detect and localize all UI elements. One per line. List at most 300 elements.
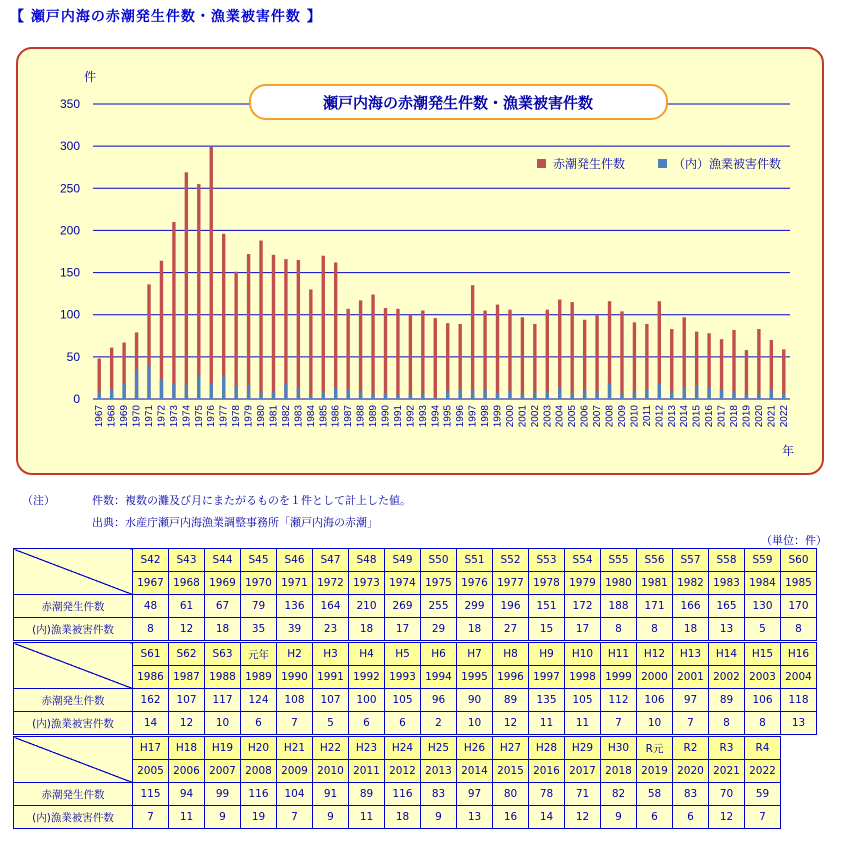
era-cell: H10 [565,643,601,666]
bar-damage [695,386,698,399]
era-cell: H20 [241,737,277,760]
era-cell: S42 [133,549,169,572]
x-tick-label: 1967 [94,405,106,428]
legend-label-red-tide: 赤潮発生件数 [553,157,626,171]
year-cell: 1991 [313,666,349,689]
x-tick-label: 1990 [380,405,392,428]
red-tide-cell: 67 [205,595,241,618]
red-tide-cell: 118 [781,689,817,712]
bar-red-tide [222,234,225,399]
x-tick-label: 1989 [368,405,380,428]
year-cell: 1980 [601,572,637,595]
year-cell: 1979 [565,572,601,595]
year-cell: 1997 [529,666,565,689]
year-cell: 2015 [493,760,529,783]
bar-damage [272,392,275,399]
year-cell: 1969 [205,572,241,595]
era-cell: H24 [385,737,421,760]
red-tide-cell: 124 [241,689,277,712]
table-row [14,737,781,760]
bar-damage [446,391,449,399]
x-tick-label: 1993 [417,405,429,428]
x-tick-label: 1978 [231,405,243,428]
red-tide-cell: 112 [601,689,637,712]
red-tide-cell: 104 [277,783,313,806]
year-cell: 1988 [205,666,241,689]
table-row [14,595,817,618]
bar-damage [608,383,611,399]
bar-damage [222,376,225,399]
red-tide-cell: 210 [349,595,385,618]
row-label: 赤潮発生件数 [14,689,133,712]
damage-cell: 7 [745,806,781,829]
bar-damage [197,375,200,399]
data-table [13,548,817,641]
bar-red-tide [210,147,213,399]
x-tick-label: 2004 [554,405,566,428]
table-row [14,689,817,712]
year-cell: 1995 [457,666,493,689]
year-cell: 2020 [673,760,709,783]
diagonal-header-cell [14,549,133,595]
bar-damage [658,384,661,399]
table-row [14,712,817,735]
bar-damage [434,397,437,399]
count-key: 件数： [92,494,125,507]
bar-red-tide [670,329,673,399]
x-tick-label: 1982 [280,405,292,428]
damage-cell: 29 [421,618,457,641]
red-tide-cell: 171 [637,595,673,618]
era-cell: R元 [637,737,673,760]
x-tick-label: 1996 [455,405,467,428]
red-tide-cell: 97 [673,689,709,712]
year-cell: 1983 [709,572,745,595]
table-row [14,806,781,829]
bar-damage [620,393,623,399]
year-cell: 1968 [169,572,205,595]
x-tick-label: 2022 [778,405,790,428]
bar-damage [234,386,237,399]
x-tick-label: 1976 [206,405,218,428]
era-cell: S61 [133,643,169,666]
bar-damage [396,395,399,399]
year-cell: 2019 [637,760,673,783]
era-cell: S46 [277,549,313,572]
year-cell: 1971 [277,572,313,595]
bar-red-tide [396,309,399,399]
bar-red-tide [508,310,511,399]
era-cell: S47 [313,549,349,572]
bar-damage [122,384,125,399]
x-tick-label: 1974 [181,405,193,428]
bar-red-tide [434,318,437,399]
bar-damage [471,390,474,399]
red-tide-cell: 61 [169,595,205,618]
damage-cell: 18 [673,618,709,641]
red-tide-cell: 100 [349,689,385,712]
unit-label: （単位：件） [761,534,827,547]
x-tick-label: 1975 [193,405,205,428]
bar-damage [384,393,387,399]
bar-red-tide [359,300,362,399]
source-key: 出典： [92,516,125,529]
damage-cell: 6 [241,712,277,735]
era-cell: H26 [457,737,493,760]
era-cell: H3 [313,643,349,666]
row-label: (内)漁業被害件数 [14,618,133,641]
chart-panel [16,47,824,475]
red-tide-cell: 116 [385,783,421,806]
bar-damage [322,392,325,399]
x-tick-label: 1969 [119,405,131,428]
damage-cell: 9 [205,806,241,829]
red-tide-cell: 105 [385,689,421,712]
bar-damage [583,390,586,399]
damage-cell: 17 [565,618,601,641]
era-cell: H8 [493,643,529,666]
damage-cell: 10 [205,712,241,735]
damage-cell: 15 [529,618,565,641]
bar-damage [595,391,598,399]
damage-cell: 18 [205,618,241,641]
era-cell: S62 [169,643,205,666]
damage-cell: 19 [241,806,277,829]
legend-swatch-damage [658,159,667,168]
y-tick-label: 200 [59,223,80,238]
x-tick-label: 1972 [156,405,168,428]
x-tick-label: 1981 [268,405,280,428]
damage-cell: 5 [745,618,781,641]
bar-red-tide [346,309,349,399]
era-cell: H12 [637,643,673,666]
red-tide-cell: 83 [673,783,709,806]
bar-red-tide [446,323,449,399]
bar-damage [483,390,486,399]
era-cell: H22 [313,737,349,760]
red-tide-cell: 83 [421,783,457,806]
x-tick-label: 1988 [355,405,367,428]
red-tide-cell: 130 [745,595,781,618]
year-cell: 2000 [637,666,673,689]
era-cell: H29 [565,737,601,760]
x-tick-label: 2012 [654,405,666,428]
damage-cell: 8 [637,618,673,641]
year-cell: 2018 [601,760,637,783]
bar-red-tide [570,302,573,399]
damage-cell: 12 [709,806,745,829]
bar-red-tide [247,254,250,399]
year-cell: 1973 [349,572,385,595]
red-tide-cell: 82 [601,783,637,806]
bar-damage [521,393,524,399]
era-cell: H15 [745,643,781,666]
table-row [14,643,817,666]
notes [22,490,411,534]
era-cell: S52 [493,549,529,572]
year-cell: 2010 [313,760,349,783]
bar-damage [359,391,362,399]
x-tick-label: 2019 [741,405,753,428]
damage-cell: 13 [781,712,817,735]
x-tick-label: 1979 [243,405,255,428]
x-tick-label: 2002 [529,405,541,428]
bar-damage [172,384,175,399]
bar-damage [757,394,760,399]
chart [18,49,826,477]
bar-red-tide [583,320,586,399]
bar-damage [309,395,312,399]
damage-cell: 12 [169,618,205,641]
bar-red-tide [297,260,300,399]
bar-red-tide [334,262,337,399]
table-row [14,549,817,572]
y-tick-label: 50 [66,349,80,364]
red-tide-cell: 79 [241,595,277,618]
bar-damage [546,392,549,399]
y-tick-label: 350 [59,97,80,111]
red-tide-cell: 91 [313,783,349,806]
year-cell: 1990 [277,666,313,689]
y-tick-label: 100 [59,307,80,322]
bar-damage [707,387,710,399]
year-cell: 1998 [565,666,601,689]
bar-damage [645,390,648,399]
era-cell: H25 [421,737,457,760]
x-tick-label: 1994 [430,405,442,428]
era-cell: S45 [241,549,277,572]
bar-damage [409,394,412,399]
damage-cell: 8 [781,618,817,641]
damage-cell: 17 [385,618,421,641]
damage-cell: 27 [493,618,529,641]
era-cell: H23 [349,737,385,760]
era-cell: 元年 [241,643,277,666]
x-tick-label: 2017 [716,405,728,428]
bar-red-tide [185,172,188,399]
x-tick-label: 2005 [567,405,579,428]
era-cell: H4 [349,643,385,666]
bar-red-tide [309,289,312,399]
era-cell: S49 [385,549,421,572]
count-text: 複数の灘及び月にまたがるものを１件として計上した値。 [125,494,411,507]
red-tide-cell: 299 [457,595,493,618]
x-tick-label: 2003 [542,405,554,428]
table-row [14,618,817,641]
x-tick-label: 2018 [728,405,740,428]
x-tick-label: 2021 [766,405,778,428]
bar-damage [160,380,163,399]
bar-red-tide [272,255,275,399]
red-tide-cell: 94 [169,783,205,806]
bar-red-tide [732,330,735,399]
year-cell: 1993 [385,666,421,689]
damage-cell: 2 [421,712,457,735]
year-cell: 1996 [493,666,529,689]
year-cell: 1999 [601,666,637,689]
era-cell: S58 [709,549,745,572]
bar-damage [98,392,101,399]
damage-cell: 14 [133,712,169,735]
x-tick-label: 1970 [131,405,143,428]
era-cell: H17 [133,737,169,760]
bar-red-tide [645,324,648,399]
bar-damage [210,384,213,399]
row-label: 赤潮発生件数 [14,783,133,806]
year-cell: 1981 [637,572,673,595]
bar-red-tide [745,350,748,399]
year-cell: 1987 [169,666,205,689]
x-tick-label: 2016 [704,405,716,428]
damage-cell: 14 [529,806,565,829]
bar-damage [558,388,561,399]
damage-cell: 35 [241,618,277,641]
damage-cell: 18 [457,618,493,641]
era-cell: H13 [673,643,709,666]
y-tick-label: 300 [59,139,80,154]
x-tick-label: 2010 [629,405,641,428]
era-cell: H21 [277,737,313,760]
x-tick-label: 1995 [442,405,454,428]
x-tick-label: 2015 [691,405,703,428]
x-tick-label: 2008 [604,405,616,428]
legend-swatch-red-tide [537,159,546,168]
damage-cell: 7 [601,712,637,735]
year-cell: 2007 [205,760,241,783]
damage-cell: 7 [277,806,313,829]
bar-damage [570,393,573,399]
bar-red-tide [620,311,623,399]
row-label: (内)漁業被害件数 [14,806,133,829]
x-tick-label: 2007 [592,405,604,428]
era-cell: S51 [457,549,493,572]
year-cell: 1994 [421,666,457,689]
red-tide-cell: 136 [277,595,313,618]
red-tide-cell: 48 [133,595,169,618]
legend-label-damage: （内）漁業被害件数 [673,157,782,171]
red-tide-cell: 255 [421,595,457,618]
damage-cell: 8 [133,618,169,641]
x-tick-label: 1987 [343,405,355,428]
bar-damage [421,394,424,399]
era-cell: R3 [709,737,745,760]
bar-damage [683,388,686,399]
era-cell: S59 [745,549,781,572]
red-tide-cell: 89 [709,689,745,712]
damage-cell: 18 [349,618,385,641]
era-cell: S56 [637,549,673,572]
damage-cell: 11 [529,712,565,735]
red-tide-cell: 90 [457,689,493,712]
era-cell: H5 [385,643,421,666]
bar-damage [458,389,461,399]
year-cell: 2012 [385,760,421,783]
red-tide-cell: 71 [565,783,601,806]
x-tick-label: 1983 [293,405,305,428]
y-tick-label: 150 [59,265,80,280]
damage-cell: 10 [637,712,673,735]
bar-red-tide [172,222,175,399]
era-cell: H16 [781,643,817,666]
year-cell: 2001 [673,666,709,689]
bar-red-tide [558,300,561,399]
red-tide-cell: 108 [277,689,313,712]
damage-cell: 11 [169,806,205,829]
red-tide-cell: 105 [565,689,601,712]
bar-red-tide [471,285,474,399]
damage-cell: 12 [493,712,529,735]
year-cell: 2011 [349,760,385,783]
year-cell: 1978 [529,572,565,595]
damage-cell: 13 [709,618,745,641]
era-cell: H11 [601,643,637,666]
x-tick-label: 1992 [405,405,417,428]
damage-cell: 6 [637,806,673,829]
y-tick-label: 0 [73,392,80,406]
bar-damage [135,370,138,400]
red-tide-cell: 188 [601,595,637,618]
year-cell: 1984 [745,572,781,595]
era-cell: S60 [781,549,817,572]
year-cell: 2002 [709,666,745,689]
bar-red-tide [595,316,598,399]
era-cell: S54 [565,549,601,572]
bar-red-tide [234,272,237,399]
bar-damage [297,388,300,399]
source-text: 水産庁瀬戸内海漁業調整事務所「瀬戸内海の赤潮」 [125,516,378,529]
year-cell: 2008 [241,760,277,783]
x-tick-label: 1997 [467,405,479,428]
bar-damage [147,366,150,399]
red-tide-cell: 172 [565,595,601,618]
bar-damage [670,391,673,399]
bar-damage [334,387,337,399]
bar-damage [633,391,636,399]
bar-red-tide [496,305,499,399]
damage-cell: 7 [673,712,709,735]
damage-cell: 6 [349,712,385,735]
x-tick-label: 2020 [753,405,765,428]
red-tide-cell: 115 [133,783,169,806]
year-cell: 1977 [493,572,529,595]
red-tide-cell: 269 [385,595,421,618]
x-tick-label: 1973 [168,405,180,428]
era-cell: S44 [205,549,241,572]
damage-cell: 18 [385,806,421,829]
x-tick-label: 1968 [106,405,118,428]
year-cell: 2004 [781,666,817,689]
table-row [14,783,781,806]
red-tide-cell: 89 [493,689,529,712]
era-cell: S55 [601,549,637,572]
bar-red-tide [197,184,200,399]
damage-cell: 23 [313,618,349,641]
x-axis-label: 年 [781,444,795,458]
year-cell: 1985 [781,572,817,595]
bar-red-tide [521,317,524,399]
year-cell: 1967 [133,572,169,595]
era-cell: H9 [529,643,565,666]
x-tick-label: 1980 [256,405,268,428]
x-tick-label: 2000 [504,405,516,428]
x-tick-label: 2014 [679,405,691,428]
bar-red-tide [384,308,387,399]
y-axis-label: 件 [83,70,97,84]
bar-red-tide [371,294,374,399]
bar-red-tide [421,311,424,400]
bar-damage [346,389,349,399]
era-cell: H2 [277,643,313,666]
